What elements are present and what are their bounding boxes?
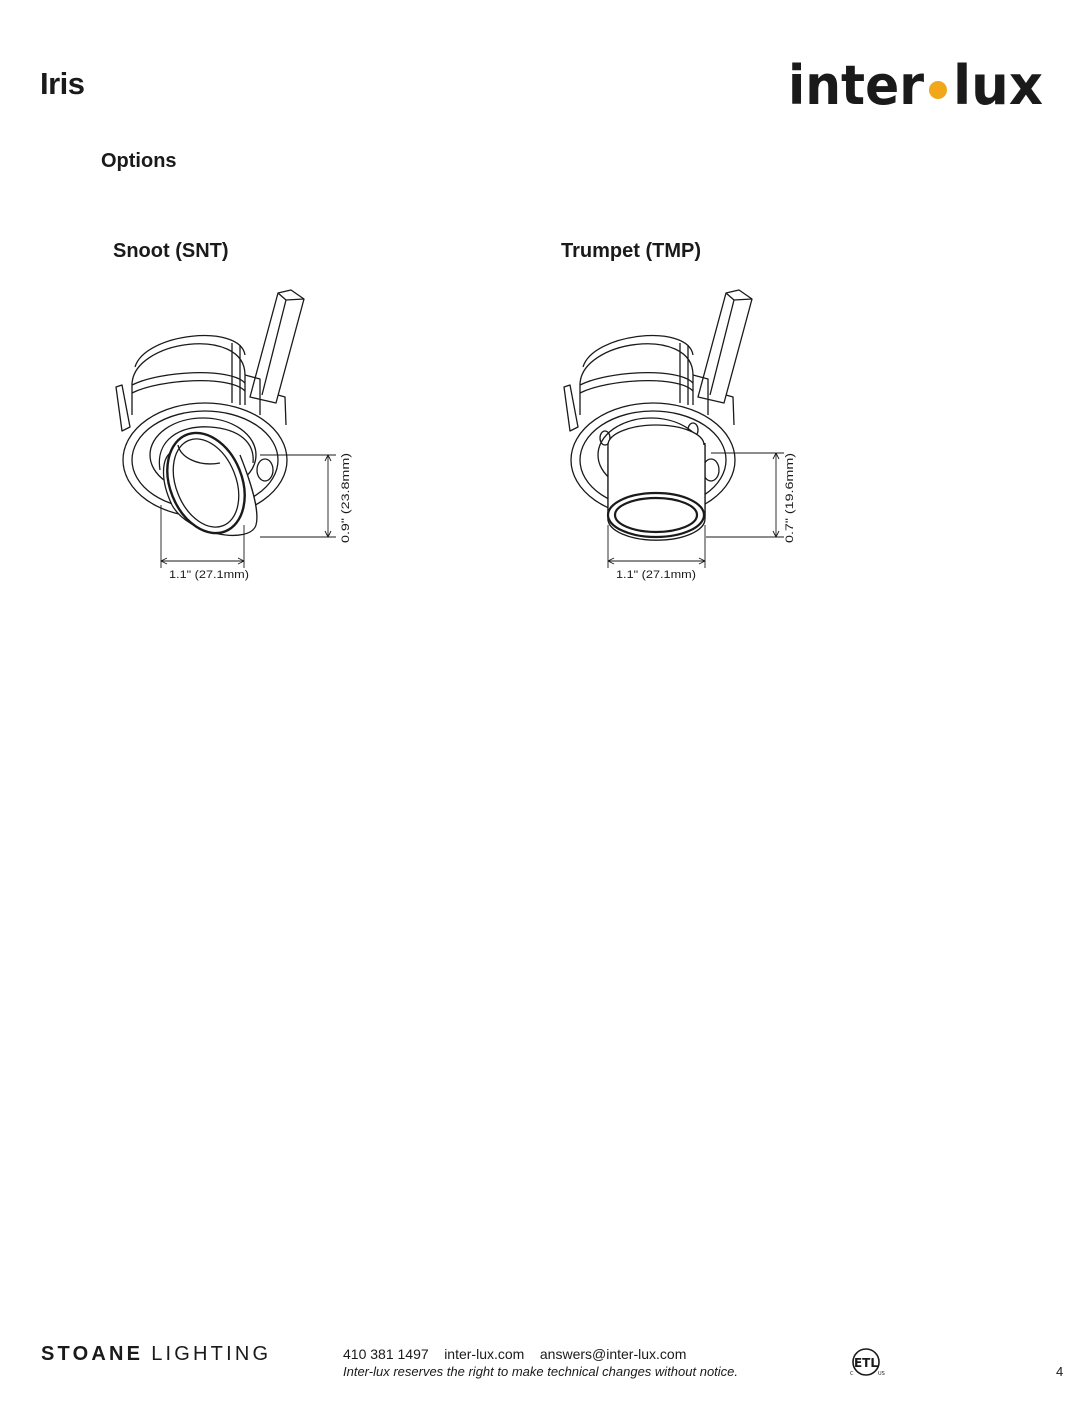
footer-notice: Inter-lux reserves the right to make technical changes without notice. — [343, 1364, 739, 1379]
brand-bold: STOANE — [41, 1343, 144, 1365]
footer-contact: 410 381 1497 inter-lux.com answers@inter-lux.com — [343, 1346, 687, 1362]
trumpet-drawing — [548, 285, 808, 585]
snoot-height-dimension: 0.9" (23.8mm) — [340, 473, 352, 543]
etl-certification-mark — [846, 1345, 888, 1379]
logo-text-left: inter — [788, 54, 925, 116]
logo-dot — [929, 81, 947, 99]
page-number: 4 — [1056, 1364, 1064, 1379]
stoane-lighting-brand — [41, 1343, 271, 1366]
trumpet-fixture-body — [564, 290, 752, 540]
trumpet-height-dimension: 0.7" (19.6mm) — [784, 473, 796, 543]
trumpet-width-dimension: 1.1" (27.1mm) — [616, 569, 696, 581]
cert-mark-text: ETL — [853, 1356, 879, 1370]
snoot-width-dimension: 1.1" (27.1mm) — [169, 569, 249, 581]
option-title-trumpet: Trumpet (TMP) — [561, 240, 701, 262]
cert-mark-right: US — [878, 1371, 885, 1377]
option-title-snoot: Snoot (SNT) — [113, 240, 229, 262]
cert-mark-left: C — [850, 1371, 854, 1377]
brand-light: LIGHTING — [151, 1343, 272, 1365]
snoot-drawing — [100, 285, 360, 585]
inter-lux-logo — [788, 52, 1048, 116]
section-title: Options — [101, 150, 177, 172]
logo-text-right: lux — [953, 54, 1044, 116]
snoot-fixture-body — [116, 290, 304, 545]
document-title: Iris — [40, 66, 85, 101]
